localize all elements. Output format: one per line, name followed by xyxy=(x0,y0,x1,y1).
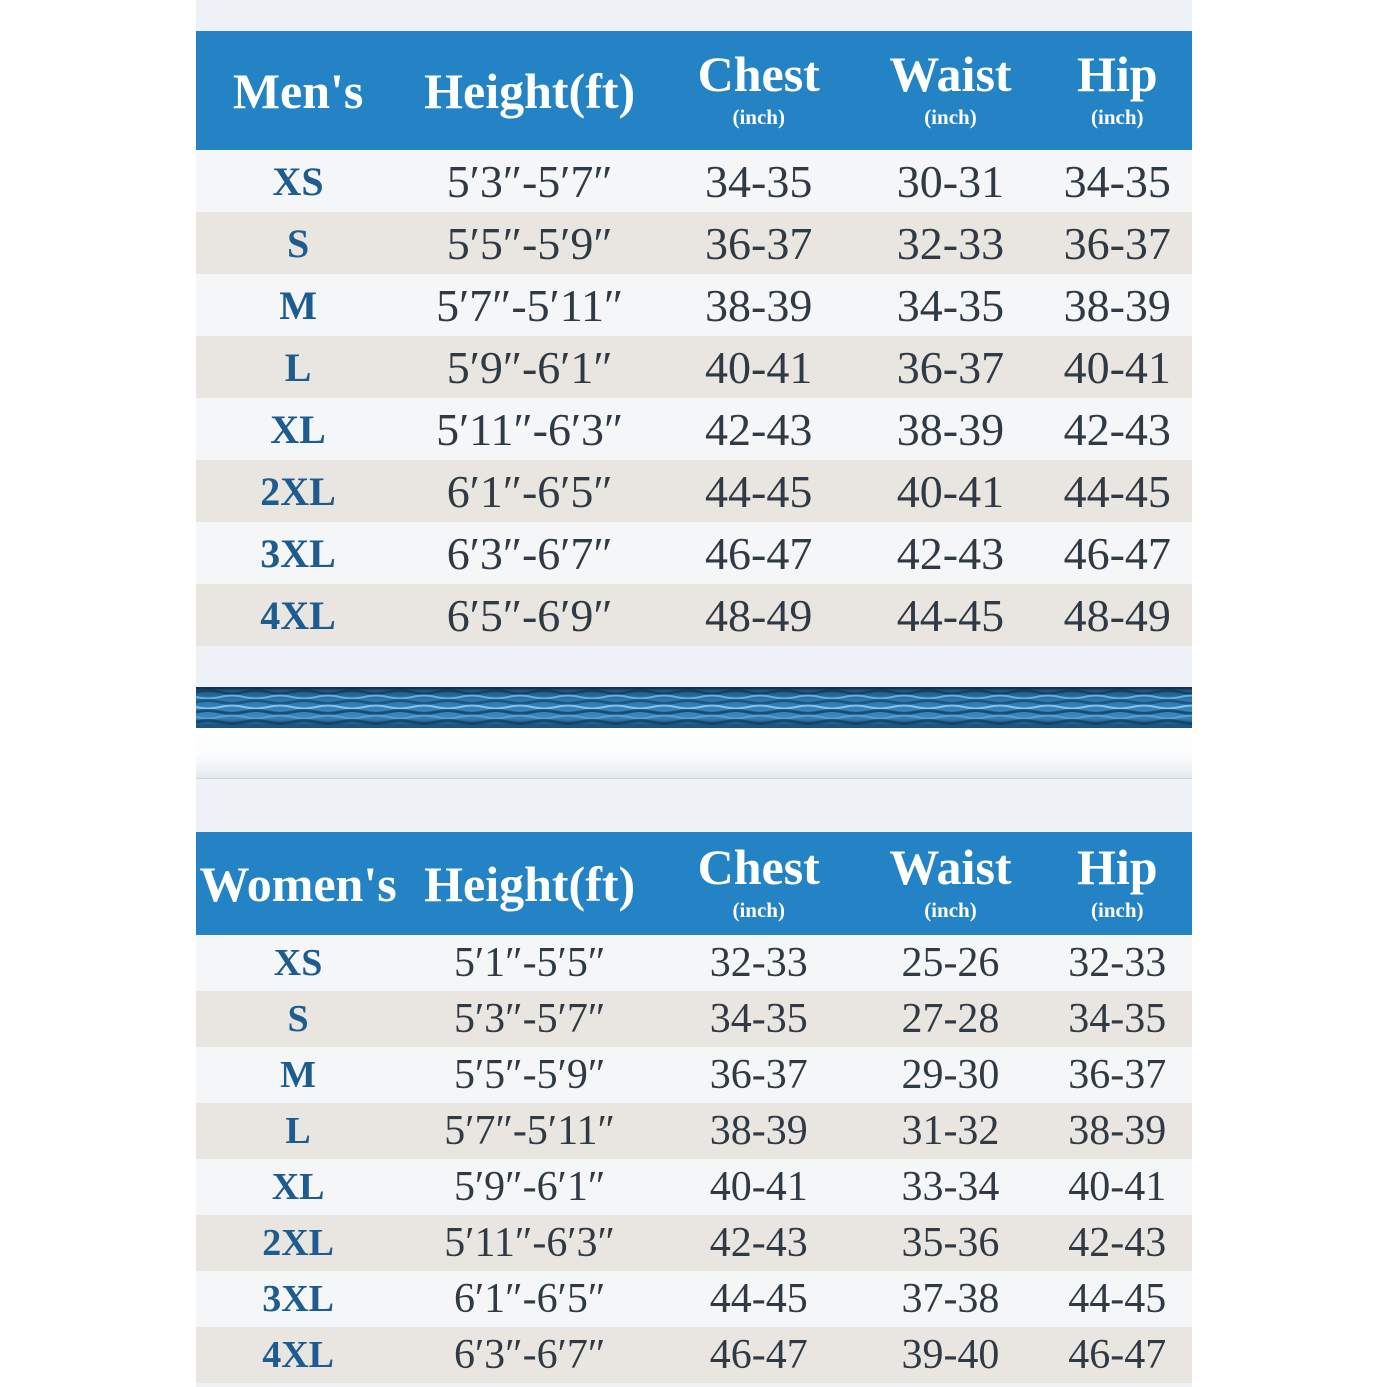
hip-cell: 36-37 xyxy=(1068,1052,1167,1098)
height-cell: 6′1″-6′5″ xyxy=(446,465,613,517)
waist-cell: 36-37 xyxy=(896,341,1005,393)
table-row xyxy=(196,1271,1192,1327)
waist-cell: 30-31 xyxy=(896,155,1005,207)
table-row xyxy=(196,522,1192,584)
hip-unit-label: (inch) xyxy=(1091,897,1144,922)
womens-size-table xyxy=(196,832,1192,1383)
waist-cell: 38-39 xyxy=(896,403,1005,455)
height-cell: 6′3″-6′7″ xyxy=(446,527,613,579)
waist-header-label: Waist xyxy=(889,45,1012,102)
chest-cell: 38-39 xyxy=(705,279,813,331)
hip-cell: 34-35 xyxy=(1063,155,1171,207)
size-cell: XS xyxy=(272,158,324,204)
foam-band xyxy=(196,728,1192,779)
hip-cell: 48-49 xyxy=(1063,589,1171,641)
hip-cell: 40-41 xyxy=(1063,341,1171,393)
size-cell: XL xyxy=(270,406,326,452)
hip-header-label: Hip xyxy=(1076,838,1158,895)
hip-cell: 44-45 xyxy=(1068,1276,1167,1322)
hip-column-header xyxy=(1043,31,1192,150)
womens-gender-header xyxy=(196,832,400,935)
size-cell: 4XL xyxy=(260,592,336,638)
height-cell: 5′11″-6′3″ xyxy=(444,1220,616,1266)
hip-cell: 46-47 xyxy=(1063,527,1171,579)
waist-cell: 25-26 xyxy=(901,940,1000,986)
chest-cell: 46-47 xyxy=(709,1332,808,1378)
chest-cell: 44-45 xyxy=(705,465,813,517)
hip-cell: 36-37 xyxy=(1063,217,1171,269)
chest-cell: 44-45 xyxy=(709,1276,808,1322)
chest-column-header xyxy=(659,832,858,935)
height-cell: 6′1″-6′5″ xyxy=(453,1276,606,1322)
table-row xyxy=(196,336,1192,398)
hip-cell: 32-33 xyxy=(1068,940,1167,986)
table-row xyxy=(196,398,1192,460)
hip-cell: 38-39 xyxy=(1063,279,1171,331)
height-cell: 5′7″-5′11″ xyxy=(436,279,624,331)
chest-header-label: Chest xyxy=(697,45,820,102)
size-cell: 2XL xyxy=(260,468,336,514)
table-row xyxy=(196,274,1192,336)
table-row xyxy=(196,460,1192,522)
size-cell: 3XL xyxy=(260,530,336,576)
table-row xyxy=(196,150,1192,212)
chest-cell: 48-49 xyxy=(705,589,813,641)
table-row xyxy=(196,1327,1192,1383)
waist-cell: 29-30 xyxy=(901,1052,1000,1098)
height-column-header xyxy=(400,832,659,935)
height-cell: 5′7″-5′11″ xyxy=(444,1108,616,1154)
mens-gender-header xyxy=(196,31,400,150)
size-chart-panel xyxy=(196,0,1192,1387)
height-cell: 5′1″-5′5″ xyxy=(453,940,606,986)
hip-cell: 34-35 xyxy=(1068,996,1167,1042)
height-cell: 5′3″-5′7″ xyxy=(453,996,606,1042)
height-cell: 5′9″-6′1″ xyxy=(446,341,613,393)
table-row xyxy=(196,1103,1192,1159)
hip-column-header xyxy=(1043,832,1192,935)
table-row xyxy=(196,991,1192,1047)
size-cell: XS xyxy=(273,942,323,984)
hip-cell: 40-41 xyxy=(1068,1164,1167,1210)
size-cell: 2XL xyxy=(262,1222,334,1264)
waist-cell: 37-38 xyxy=(901,1276,1000,1322)
waist-cell: 27-28 xyxy=(901,996,1000,1042)
height-cell: 5′5″-5′9″ xyxy=(446,217,613,269)
chest-cell: 32-33 xyxy=(709,940,808,986)
waist-column-header xyxy=(858,31,1042,150)
waist-unit-label: (inch) xyxy=(924,897,977,922)
chest-column-header xyxy=(659,31,858,150)
chest-cell: 34-35 xyxy=(709,996,808,1042)
waist-cell: 34-35 xyxy=(896,279,1005,331)
hip-cell: 42-43 xyxy=(1068,1220,1167,1266)
chest-cell: 42-43 xyxy=(709,1220,808,1266)
chest-unit-label: (inch) xyxy=(732,104,785,129)
size-cell: M xyxy=(280,1054,317,1096)
divider-gap-top xyxy=(196,646,1192,687)
divider-gap-bottom xyxy=(196,779,1192,832)
height-cell: 5′5″-5′9″ xyxy=(453,1052,606,1098)
height-cell: 5′9″-6′1″ xyxy=(453,1164,606,1210)
mens-size-table xyxy=(196,31,1192,646)
size-cell: 3XL xyxy=(262,1278,334,1320)
table-row xyxy=(196,1159,1192,1215)
size-cell: L xyxy=(285,1110,311,1152)
womens-header-row xyxy=(196,832,1192,935)
waist-cell: 32-33 xyxy=(896,217,1005,269)
size-cell: S xyxy=(286,220,310,266)
height-header-label: Height(ft) xyxy=(424,62,636,119)
size-cell: M xyxy=(279,282,317,328)
hip-header-label: Hip xyxy=(1076,45,1158,102)
table-row xyxy=(196,1215,1192,1271)
height-header-label: Height(ft) xyxy=(424,855,636,912)
table-row xyxy=(196,212,1192,274)
height-column-header xyxy=(400,31,659,150)
waist-column-header xyxy=(858,832,1042,935)
waist-cell: 35-36 xyxy=(901,1220,1000,1266)
chest-cell: 36-37 xyxy=(709,1052,808,1098)
hip-cell: 38-39 xyxy=(1068,1108,1167,1154)
chest-header-label: Chest xyxy=(697,838,820,895)
waist-cell: 33-34 xyxy=(901,1164,1000,1210)
hip-cell: 44-45 xyxy=(1063,465,1171,517)
chest-cell: 42-43 xyxy=(705,403,813,455)
table-row xyxy=(196,935,1192,991)
ocean-wave-image xyxy=(196,687,1192,728)
waist-cell: 42-43 xyxy=(896,527,1005,579)
chest-cell: 46-47 xyxy=(705,527,813,579)
height-cell: 6′3″-6′7″ xyxy=(453,1332,606,1378)
chest-cell: 34-35 xyxy=(705,155,813,207)
waist-cell: 44-45 xyxy=(896,589,1005,641)
mens-table-body xyxy=(196,150,1192,646)
size-cell: 4XL xyxy=(262,1334,334,1376)
chest-cell: 36-37 xyxy=(705,217,813,269)
womens-table-body xyxy=(196,935,1192,1383)
table-row xyxy=(196,584,1192,646)
height-cell: 5′3″-5′7″ xyxy=(446,155,613,207)
chest-cell: 40-41 xyxy=(705,341,813,393)
hip-cell: 42-43 xyxy=(1063,403,1171,455)
chest-cell: 38-39 xyxy=(709,1108,808,1154)
waist-header-label: Waist xyxy=(889,838,1012,895)
chest-unit-label: (inch) xyxy=(732,897,785,922)
height-cell: 5′11″-6′3″ xyxy=(436,403,624,455)
height-cell: 6′5″-6′9″ xyxy=(446,589,613,641)
mens-header-row xyxy=(196,31,1192,150)
womens-title-label: Women's xyxy=(199,855,397,912)
mens-title-label: Men's xyxy=(232,62,364,119)
waist-cell: 40-41 xyxy=(896,465,1005,517)
waist-cell: 39-40 xyxy=(901,1332,1000,1378)
size-cell: S xyxy=(287,998,309,1040)
hip-unit-label: (inch) xyxy=(1091,104,1144,129)
hip-cell: 46-47 xyxy=(1068,1332,1167,1378)
size-cell: L xyxy=(284,344,312,390)
size-cell: XL xyxy=(271,1166,325,1208)
waist-unit-label: (inch) xyxy=(924,104,977,129)
table-row xyxy=(196,1047,1192,1103)
chest-cell: 40-41 xyxy=(709,1164,808,1210)
waist-cell: 31-32 xyxy=(901,1108,1000,1154)
